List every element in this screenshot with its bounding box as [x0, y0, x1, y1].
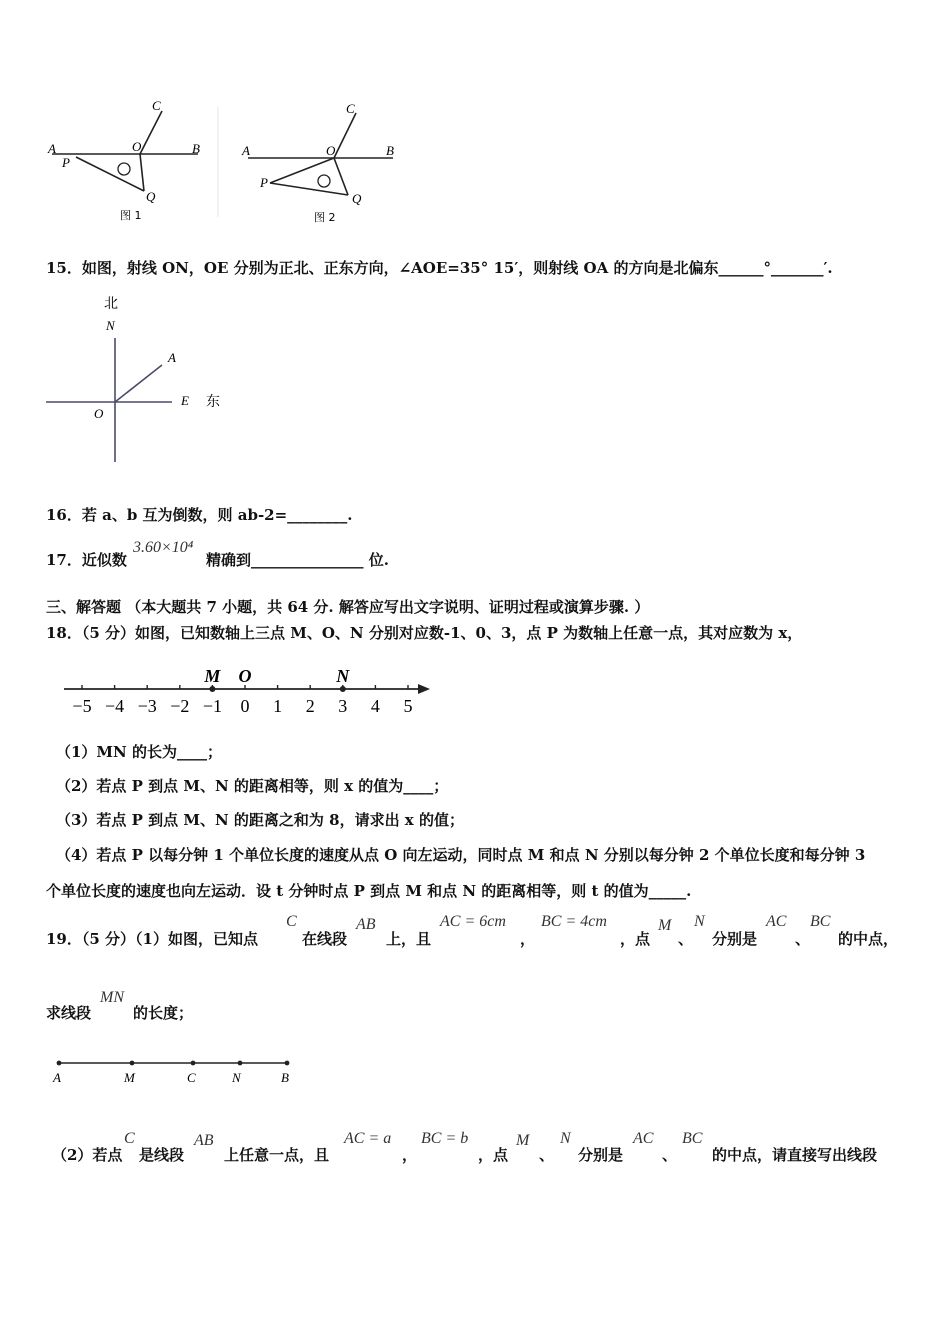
q19-l3-t5: ，点 — [478, 1146, 509, 1164]
q19-l1-t6: 、 — [678, 930, 694, 948]
question-17-post: 精确到_______________ 位. — [206, 551, 389, 569]
seg-label-N: N — [232, 1070, 241, 1085]
question-18-part-4-line-2: 个单位长度的速度也向左运动．设 t 分钟时点 P 到点 M 和点 N 的距离相等，则 t 的值为_____. — [46, 882, 692, 900]
question-16-text: 16．若 a、b 互为倒数，则 ab-2=________. — [46, 506, 353, 524]
q19-l1-m7: AC — [766, 913, 787, 930]
q15-east-label: 东 — [206, 394, 220, 410]
q18-number-line-ticks — [72, 666, 412, 716]
question-15-text: 15．如图，射线 ON，OE 分别为正北、正东方向，∠AOE=35° 15′，则射线 OA 的方向是北偏东______°_______′. — [46, 259, 833, 277]
number-line-label-O: O — [238, 666, 252, 686]
number-line-tick-label: 2 — [305, 696, 315, 716]
number-line-point-N — [340, 686, 346, 692]
q19-l3-m2: AB — [194, 1132, 214, 1149]
q19-l3-m7: AC — [633, 1130, 654, 1147]
fig1-label-A: A — [48, 141, 56, 156]
q15-label-O: O — [94, 406, 104, 421]
number-line-tick-label: −3 — [137, 696, 157, 716]
q19-l3-t4: ， — [402, 1146, 418, 1164]
fig1-label-O: O — [132, 139, 142, 154]
fig2-label-O: O — [326, 143, 336, 158]
fig2-label-P: P — [260, 175, 268, 190]
q19-l3-m5: M — [516, 1132, 530, 1149]
q19-l3-m3: AC = a — [344, 1130, 392, 1147]
number-line-tick-label: 4 — [370, 696, 380, 716]
number-line-label-N: N — [336, 666, 350, 686]
q19-l1-m4: BC = 4cm — [541, 913, 607, 930]
fig2-label-B: B — [386, 143, 394, 158]
q19-l3-t6: 、 — [539, 1146, 555, 1164]
question-17-math: 3.60×10⁴ — [133, 539, 194, 556]
seg-label-C: C — [187, 1070, 196, 1085]
number-line-tick-label: 5 — [403, 696, 413, 716]
number-line-label-M: M — [204, 666, 221, 686]
number-line-tick-label: 3 — [338, 696, 348, 716]
q19-l1-m3: AC = 6cm — [440, 913, 506, 930]
q19-l3-t9: 的中点，请直接写出线段 — [712, 1146, 878, 1164]
fig2-caption: 图 2 — [314, 211, 336, 224]
question-18-part-4-line-1: （4）若点 P 以每分钟 1 个单位长度的速度从点 O 向左运动，同时点 M 和点 N 分别以每分钟 2 个单位长度和每分钟 3 — [56, 846, 866, 864]
fig2-label-C: C — [346, 101, 355, 116]
q19-l3-m4: BC = b — [421, 1130, 469, 1147]
seg-label-M: M — [124, 1070, 135, 1085]
figure-1-drawing — [40, 95, 230, 225]
q19-l1-t2: 在线段 — [302, 930, 348, 948]
q19-l2-m1: MN — [100, 989, 124, 1006]
number-line-tick-label: −1 — [202, 696, 222, 716]
question-18-part-2: （2）若点 P 到点 M、N 的距离相等，则 x 的值为____； — [56, 777, 449, 795]
q19-l3-t1: （2）若点 — [52, 1146, 123, 1164]
number-line-tick-label: −5 — [72, 696, 92, 716]
question-17-pre: 17．近似数 — [46, 551, 127, 569]
fig1-caption: 图 1 — [120, 209, 142, 222]
fig1-label-B: B — [192, 141, 200, 156]
q19-l1-m6: N — [694, 913, 705, 930]
q19-l1-t8: 、 — [795, 930, 811, 948]
q15-label-N: N — [106, 318, 115, 333]
q19-l1-t4: ， — [520, 930, 536, 948]
q18-number-line — [60, 662, 440, 722]
seg-label-B: B — [281, 1070, 289, 1085]
q19-l1-m8: BC — [810, 913, 831, 930]
number-line-tick-label: 1 — [273, 696, 283, 716]
q19-l3-t3: 上任意一点，且 — [224, 1146, 330, 1164]
fig2-label-A: A — [242, 143, 250, 158]
q19-l1-t9: 的中点， — [838, 930, 899, 948]
q19-l2-t1: 求线段 — [46, 1004, 92, 1022]
figure-q15-compass — [40, 292, 240, 467]
q19-l3-m6: N — [560, 1130, 571, 1147]
q19-l1-t5: ，点 — [620, 930, 651, 948]
figure-2-drawing — [238, 95, 408, 225]
q19-segment-figure — [48, 1054, 308, 1094]
q19-l3-m8: BC — [682, 1130, 703, 1147]
number-line-tick-label: −2 — [170, 696, 190, 716]
number-line-point-M — [209, 686, 215, 692]
question-18-part-3: （3）若点 P 到点 M、N 的距离之和为 8，请求出 x 的值； — [56, 811, 464, 829]
q19-l1-m1: C — [286, 913, 297, 930]
seg-label-A: A — [53, 1070, 61, 1085]
q15-label-E: E — [181, 393, 189, 408]
q19-l1-m2: AB — [356, 916, 376, 933]
q19-l3-t7: 分别是 — [578, 1146, 624, 1164]
fig1-label-C: C — [152, 98, 161, 113]
q19-l2-t2: 的长度； — [133, 1004, 194, 1022]
fig1-label-P: P — [62, 155, 70, 170]
question-18-part-1: （1）MN 的长为____； — [56, 743, 222, 761]
q19-l1-t1: 19．（5 分）（1）如图，已知点 — [46, 930, 258, 948]
q19-l3-t2: 是线段 — [139, 1146, 185, 1164]
fig2-label-Q: Q — [352, 191, 362, 206]
q19-l3-t8: 、 — [662, 1146, 678, 1164]
number-line-tick-label: 0 — [240, 696, 250, 716]
q15-label-A: A — [168, 350, 176, 365]
fig1-label-Q: Q — [146, 189, 156, 204]
q19-l3-m1: C — [124, 1130, 135, 1147]
q19-l1-t3: 上，且 — [386, 930, 432, 948]
q15-north-label: 北 — [104, 296, 118, 312]
number-line-tick-label: −4 — [105, 696, 125, 716]
q19-l1-m5: M — [658, 917, 672, 934]
section-3-title: 三、解答题 （本大题共 7 小题，共 64 分. 解答应写出文字说明、证明过程或演算步骤. ） — [46, 598, 650, 616]
q19-l1-t7: 分别是 — [712, 930, 758, 948]
question-18-stem: 18．（5 分）如图，已知数轴上三点 M、O、N 分别对应数-1、0、3，点 P 为数轴上任意一点，其对应数为 x， — [46, 624, 803, 642]
